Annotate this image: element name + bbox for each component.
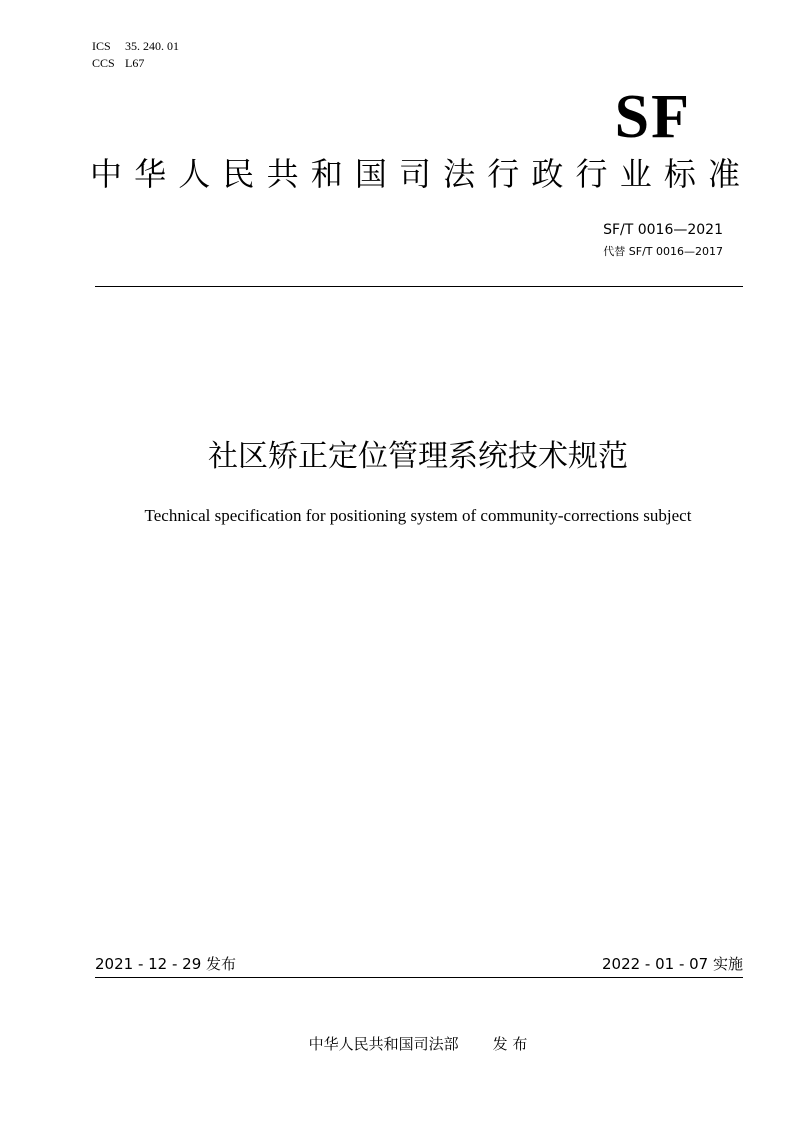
bottom-divider <box>95 977 743 978</box>
ccs-label: CCS <box>92 56 115 70</box>
standard-type: 中华人民共和国司法行政行业标准 <box>90 155 740 193</box>
issuer-name: 中华人民共和国司法部 <box>308 1035 459 1053</box>
implementation-date: 2022 - 01 - 07 实施 <box>601 955 743 973</box>
ccs-row <box>92 55 179 72</box>
sf-logo-mark: SF <box>614 83 691 151</box>
document-title-chinese: 社区矫正定位管理系统技术规范 <box>208 439 628 474</box>
ics-row <box>92 38 179 55</box>
issue-date: 2021 - 12 - 29 发布 <box>95 955 237 973</box>
issuer-action: 发 布 <box>492 1035 528 1053</box>
top-divider <box>95 286 743 287</box>
standard-number: SF/T 0016—2021 <box>603 222 723 238</box>
classification-block <box>92 38 179 72</box>
ics-label: ICS <box>92 39 111 53</box>
issuer-line <box>0 1034 800 1054</box>
ccs-value: L67 <box>125 56 145 70</box>
ics-value: 35. 240. 01 <box>125 39 179 53</box>
replaces-standard: 代替 SF/T 0016—2017 <box>603 245 723 258</box>
document-title-english: Technical specification for positioning system of community-corrections subject <box>144 506 692 525</box>
